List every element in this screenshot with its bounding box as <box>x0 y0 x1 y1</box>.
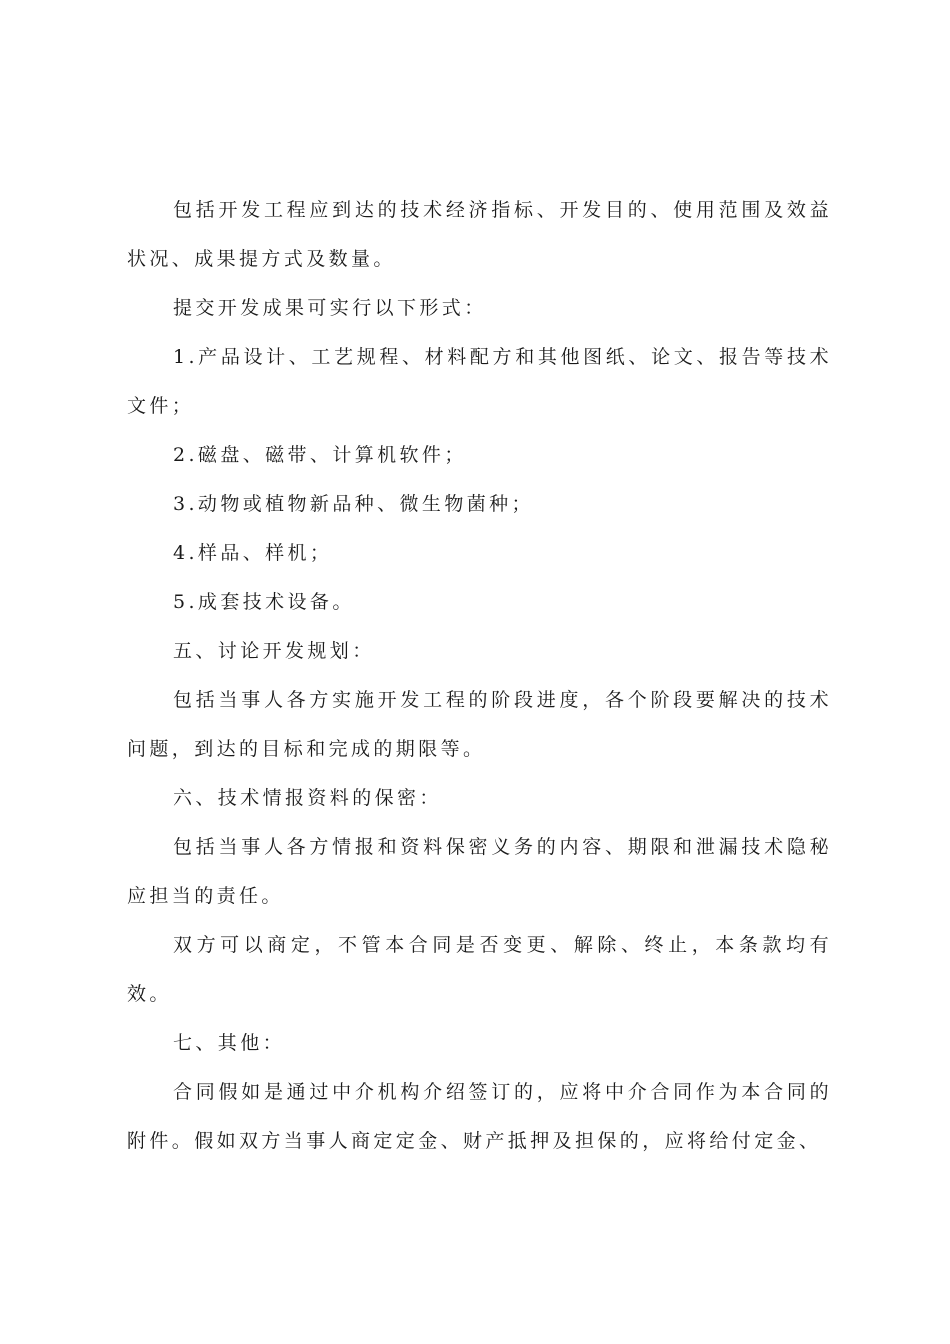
document-body <box>127 186 832 1166</box>
paragraph-confidentiality: 包括当事人各方情报和资料保密义务的内容、期限和泄漏技术隐秘应担当的责任。 <box>127 836 832 907</box>
section-heading-development-plan: 五、讨论开发规划： <box>173 640 375 662</box>
list-item-biological-varieties: 3.动物或植物新品种、微生物菌种； <box>173 493 534 515</box>
list-item-software-media: 2.磁盘、磁带、计算机软件； <box>173 444 467 466</box>
paragraph-clause-validity: 双方可以商定，不管本合同是否变更、解除、终止，本条款均有效。 <box>127 934 832 1005</box>
list-item-equipment: 5.成套技术设备。 <box>173 591 355 613</box>
paragraph-development-plan: 包括当事人各方实施开发工程的阶段进度，各个阶段要解决的技术问题，到达的目标和完成的期限等。 <box>127 689 832 760</box>
list-item-technical-documents: 1.产品设计、工艺规程、材料配方和其他图纸、论文、报告等技术文件； <box>127 346 832 417</box>
list-item-samples: 4.样品、样机； <box>173 542 333 564</box>
section-heading-confidentiality: 六、技术情报资料的保密： <box>173 787 442 809</box>
paragraph-development-targets: 包括开发工程应到达的技术经济指标、开发目的、使用范围及效益状况、成果提方式及数量。 <box>127 199 832 270</box>
paragraph-deliverable-forms-intro: 提交开发成果可实行以下形式： <box>173 297 487 319</box>
section-heading-other: 七、其他： <box>173 1032 286 1054</box>
paragraph-intermediary-contract: 合同假如是通过中介机构介绍签订的，应将中介合同作为本合同的附件。假如双方当事人商定定金、财产抵押及担保的，应将给付定金、 <box>127 1081 832 1152</box>
